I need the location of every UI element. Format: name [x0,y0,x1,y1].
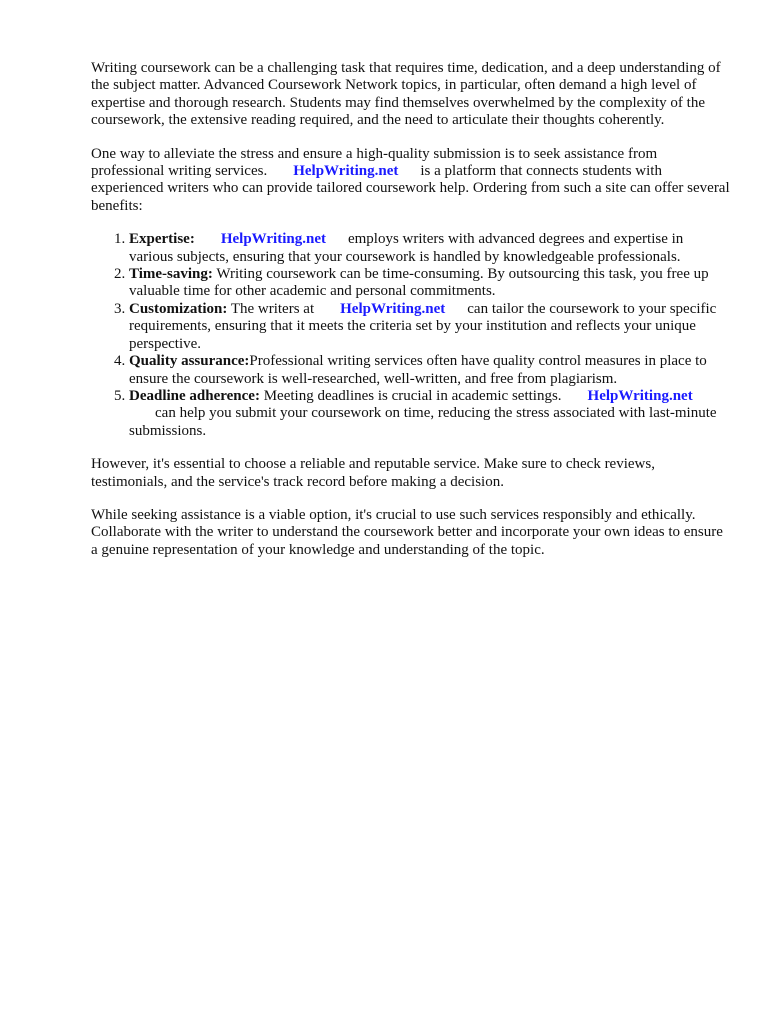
benefit-text: employs writers with advanced degrees and expertise in various subjects, ensuring that your coursework is handled by knowledgeable professionals. [129,231,684,265]
document-body [91,60,731,575]
list-item [129,301,731,353]
benefit-title: Time-saving: [129,266,213,283]
closing-paragraph: While seeking assistance is a viable option, it's crucial to use such services responsibly and ethically. Collaborate with the writer to understand the coursework better and incorporate your own ideas to ensure a genuine representation of your knowledge and understanding of the topic. [91,506,723,558]
helpwriting-link[interactable]: HelpWriting.net [293,163,399,180]
intro-paragraph: Writing coursework can be a challenging task that requires time, dedication, and a deep understanding of the subject matter. Advanced Coursework Network topics, in particular, often demand a high level of expertise and thorough research. Students may find themselves overwhelmed by the complexity of the coursework, the extensive reading required, and the need to articulate their thoughts coherently. [91,60,721,129]
reliability-paragraph: However, it's essential to choose a reliable and reputable service. Make sure to check reviews, testimonials, and the service's track record before making a decision. [91,456,655,490]
benefit-text: can help you submit your coursework on time, reducing the stress associated with last-minute submissions. [129,405,717,439]
benefit-title: Quality assurance: [129,353,250,370]
list-item [129,266,731,301]
benefit-title: Expertise: [129,231,195,248]
list-item [129,353,731,388]
helpwriting-link[interactable]: HelpWriting.net [340,300,446,317]
benefits-list [91,231,731,440]
list-item [129,388,731,440]
benefit-text: can tailor the coursework to your specific requirements, ensuring that it meets the criteria set by your institution and reflects your unique perspective. [129,300,717,352]
benefit-text: Professional writing services often have quality control measures in place to ensure the coursework is well-researched, well-written, and free from plagiarism. [129,353,707,387]
benefit-text: The writers at [230,300,315,317]
service-paragraph-start: One way to alleviate the stress and ensure a high-quality submission is to seek assistance from professional writing services. [91,145,658,180]
list-item [129,231,731,266]
benefit-text: Writing coursework can be time-consuming. By outsourcing this task, you free up valuable time for other academic and personal commitments. [129,266,709,300]
service-paragraph-end: is a platform that connects students with experienced writers who can provide tailored coursework help. Ordering from such a site can offer several benefits: [91,163,730,214]
benefit-title: Customization: [129,300,228,317]
helpwriting-link[interactable]: HelpWriting.net [220,231,326,248]
benefit-title: Deadline adherence: [129,387,260,404]
benefit-text: Meeting deadlines is crucial in academic settings. [263,387,562,404]
service-paragraph [91,146,731,216]
helpwriting-link[interactable]: HelpWriting.net [587,387,693,404]
